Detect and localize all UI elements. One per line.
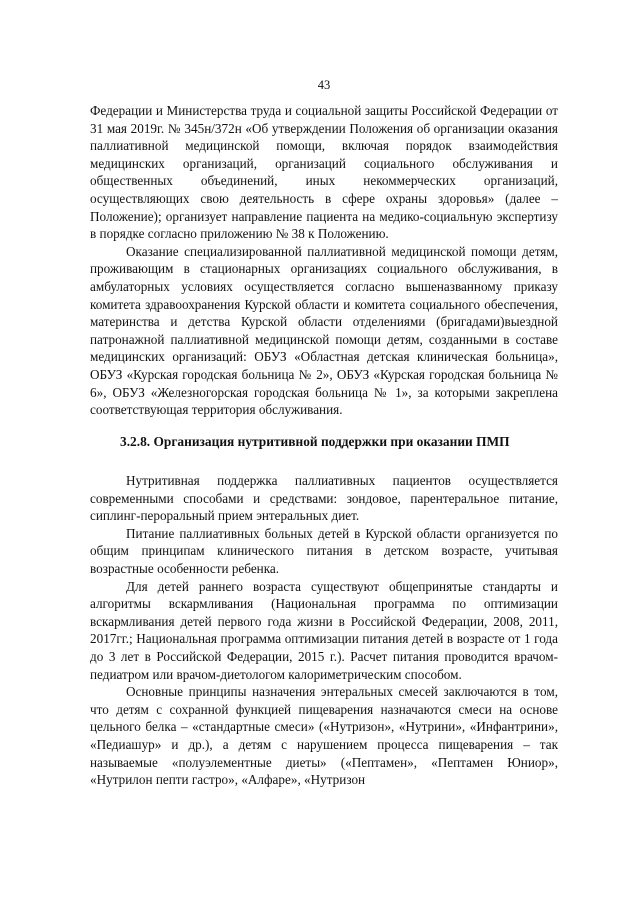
paragraph-palliative-care-children: Оказание специализированной паллиативной медицинской помощи детям, проживающим в стационарных организациях социального обслуживания, в амбулаторных условиях осуществляется согласно вышеназванному приказу комитета здравоохранения Курской области и комитета социального обеспечения, материнства и детства Курской области отделениями (бригадами)выездной патронажной паллиативной медицинской помощи детям, созданными в составе медицинских организаций: ОБУЗ «Областная детская клиническая больница», ОБУЗ «Курская городская больница № 2», ОБУЗ «Курская городская больница № 6», ОБУЗ «Железногорская городская больница № 1», за которыми закреплена соответствующая территория обслуживания. [90, 243, 558, 418]
section-body-text [90, 472, 558, 789]
section-heading: 3.2.8. Организация нутритивной поддержки при оказании ПМП [120, 434, 510, 449]
body-text-top [90, 102, 558, 419]
paragraph-enteral-mixtures: Основные принципы назначения энтеральных смесей заключаются в том, что детям с сохранной функцией пищеварения назначаются смеси на основе цельного белка – «стандартные смеси» («Нутризон», «Нутрини», «Инфантрини», «Педиашур» и др.), а детям с нарушением процесса пищеварения – так называемые «полуэлементные диеты» («Пептамен», «Пептамен Юниор», «Нутрилон пепти гастро», «Алфаре», «Нутризон [90, 684, 558, 788]
page-number: 43 [317, 78, 331, 92]
paragraph-nutrition-organization: Питание паллиативных больных детей в Курской области организуется по общим принципам клинического питания в детском возрасте, учитывая возрастные особенности ребенка. [90, 525, 558, 576]
paragraph-nutritional-support: Нутритивная поддержка паллиативных пациентов осуществляется современными способами и средствами: зондовое, парентеральное питание, сиплинг-пероральный прием энтеральных диет. [90, 473, 558, 524]
paragraph-continuation: Федерации и Министерства труда и социальной защиты Российской Федерации от 31 мая 2019г. № 345н/372н «Об утверждении Положения об организации оказания паллиативной медицинской помощи, включая порядок взаимодействия медицинских организаций, организаций социального обслуживания и общественных объединений, иных некоммерческих организаций, осуществляющих свою деятельность в сфере охраны здоровья» (далее – Положение); организует направление пациента на медико-социальную экспертизу в порядке согласно приложению № 38 к Положению. [90, 103, 558, 242]
paragraph-feeding-standards: Для детей раннего возраста существуют общепринятые стандарты и алгоритмы вскармливания (Национальная программа по оптимизации вскармливания детей первого года жизни в Российской Федерации, 2008, 2011, 2017гг.; Национальная программа оптимизации питания детей в возрасте от 1 года до 3 лет в Российской Федерации, 2015 г.). Расчет питания проводится врачом-педиатром или врачом-диетологом калориметрическим способом. [90, 578, 558, 682]
